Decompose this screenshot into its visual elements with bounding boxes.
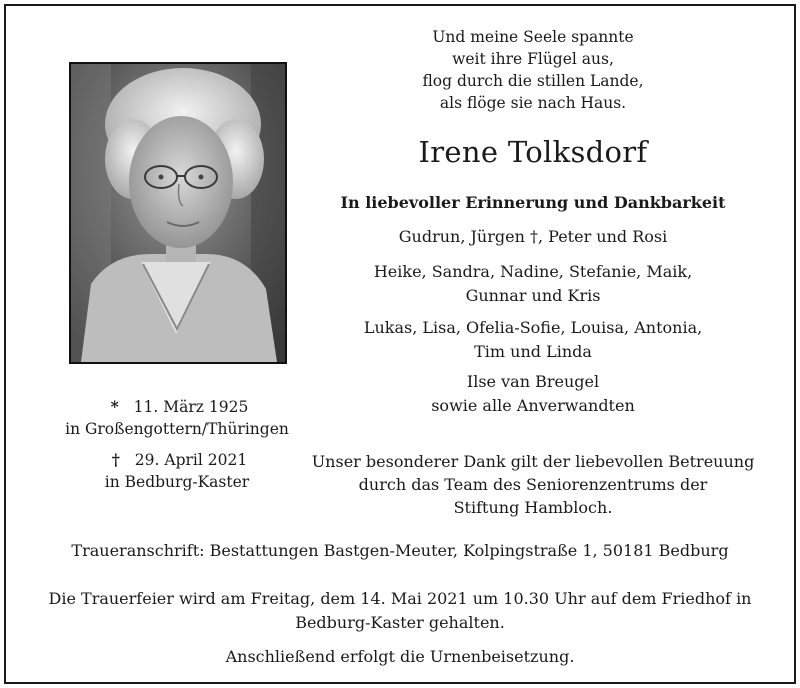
death-place: in Bedburg-Kaster xyxy=(104,473,250,491)
ceremony-line: Bedburg-Kaster gehalten. xyxy=(295,613,505,632)
family-line: Gudrun, Jürgen †, Peter und Rosi xyxy=(398,227,668,246)
death-date-line xyxy=(60,449,294,471)
family-group-4 xyxy=(320,370,746,418)
family-group-2 xyxy=(320,260,746,308)
family-group-3 xyxy=(320,316,746,364)
poem-line: Und meine Seele spannte xyxy=(432,28,634,46)
thanks-line: Stiftung Hambloch. xyxy=(453,498,613,517)
remembrance-heading: In liebevoller Erinnerung und Dankbarkeit xyxy=(340,193,726,212)
family-line: sowie alle Anverwandten xyxy=(431,396,635,415)
birth-place: in Großengottern/Thüringen xyxy=(65,420,289,438)
ceremony-info xyxy=(40,587,760,635)
poem-line: als flöge sie nach Haus. xyxy=(439,94,627,112)
mourning-address: Traueranschrift: Bestattungen Bastgen-Meuter, Kolpingstraße 1, 50181 Bedburg xyxy=(71,541,729,560)
poem xyxy=(400,26,666,114)
thanks-line: Unser besonderer Dank gilt der liebevollen Betreuung xyxy=(311,452,755,471)
family-line: Gunnar und Kris xyxy=(465,286,601,305)
deceased-name: Irene Tolksdorf xyxy=(418,135,648,169)
family-group-1 xyxy=(320,225,746,249)
portrait-photo xyxy=(69,62,287,364)
birth-info xyxy=(60,396,294,440)
birth-star-icon: * xyxy=(110,397,119,416)
family-line: Ilse van Breugel xyxy=(466,372,600,391)
thanks-text xyxy=(300,450,766,519)
family-line: Heike, Sandra, Nadine, Stefanie, Maik, xyxy=(373,262,693,281)
ceremony-line: Die Trauerfeier wird am Freitag, dem 14. Mai 2021 um 10.30 Uhr auf dem Friedhof in xyxy=(48,589,752,608)
poem-line: weit ihre Flügel aus, xyxy=(452,50,614,68)
family-line: Tim und Linda xyxy=(474,342,592,361)
thanks-line: durch das Team des Seniorenzentrums der xyxy=(358,475,708,494)
death-cross-icon: † xyxy=(111,450,120,469)
portrait-illustration xyxy=(71,64,285,362)
family-line: Lukas, Lisa, Ofelia-Sofie, Louisa, Antonia, xyxy=(363,318,703,337)
poem-line: flog durch die stillen Lande, xyxy=(422,72,644,90)
death-info xyxy=(60,449,294,493)
urn-burial-note: Anschließend erfolgt die Urnenbeisetzung. xyxy=(225,647,575,666)
birth-date-line xyxy=(60,396,294,418)
birth-date: 11. März 1925 xyxy=(133,398,249,416)
death-date: 29. April 2021 xyxy=(134,451,248,469)
